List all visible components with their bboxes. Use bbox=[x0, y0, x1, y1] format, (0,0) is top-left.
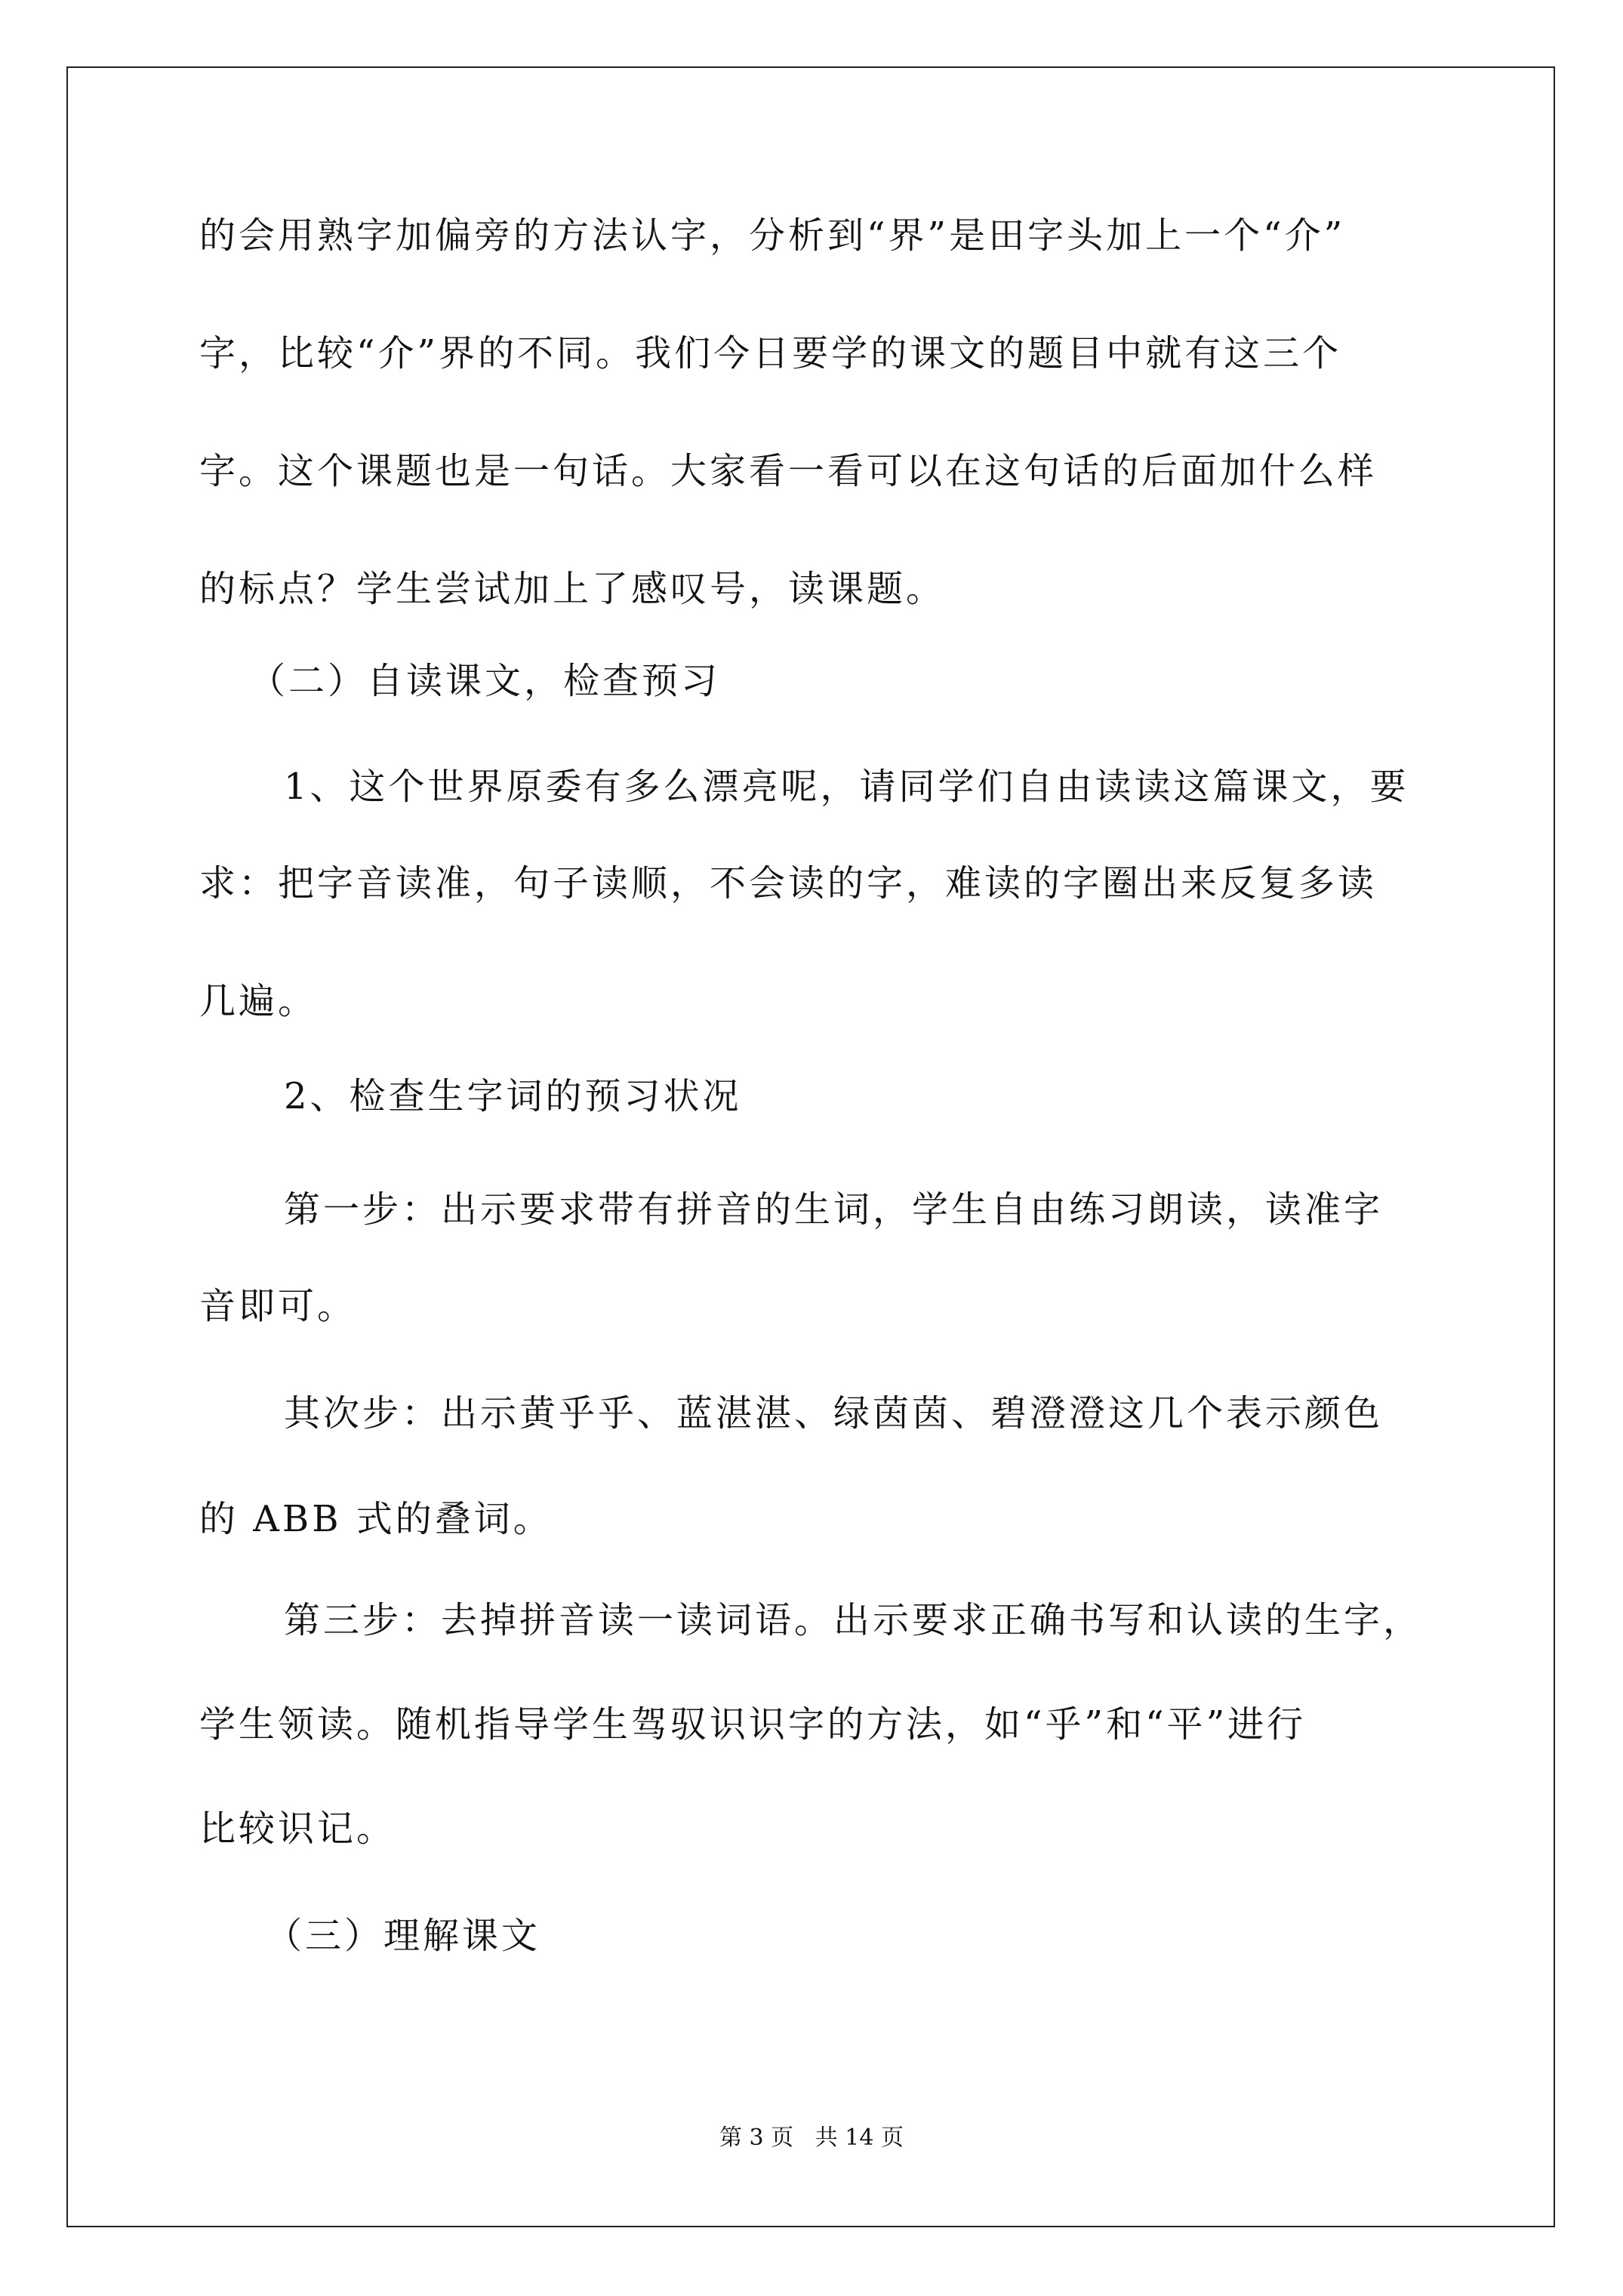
text-line-13: 的 ABB 式的叠词。 bbox=[199, 1498, 553, 1540]
page-number-footer: 第 3 页 共 14 页 bbox=[719, 2125, 904, 2151]
section-heading-2: （二）自读课文，检查预习 bbox=[249, 660, 721, 702]
text-line-11: 音即可。 bbox=[199, 1285, 357, 1327]
page-border bbox=[66, 66, 1555, 2227]
text-line-4: 的标点？学生尝试加上了感叹号，读课题。 bbox=[199, 568, 946, 610]
text-line-6: 1、这个世界原委有多么漂亮呢，请同学们自由读读这篇课文，要 bbox=[284, 766, 1409, 808]
section-heading-3: （三）理解课文 bbox=[266, 1915, 541, 1957]
text-line-3: 字。这个课题也是一句话。大家看一看可以在这句话的后面加什么样 bbox=[199, 450, 1378, 492]
text-line-9: 2、检查生字词的预习状况 bbox=[284, 1075, 742, 1117]
text-line-2: 字，比较“介”界的不同。我们今日要学的课文的题目中就有这三个 bbox=[199, 332, 1342, 374]
text-line-14: 第三步：去掉拼音读一读词语。出示要求正确书写和认读的生字， bbox=[284, 1599, 1423, 1641]
text-line-7: 求：把字音读准，句子读顺，不会读的字，难读的字圈出来反复多读 bbox=[199, 862, 1378, 905]
text-line-8: 几遍。 bbox=[199, 980, 318, 1022]
text-line-10: 第一步：出示要求带有拼音的生词，学生自由练习朗读，读准字 bbox=[284, 1188, 1384, 1231]
text-line-1: 的会用熟字加偏旁的方法认字，分析到“界”是田字头加上一个“介” bbox=[199, 214, 1346, 257]
text-line-16: 比较识记。 bbox=[199, 1808, 396, 1850]
text-line-15: 学生领读。随机指导学生驾驭识识字的方法，如“乎”和“平”进行 bbox=[199, 1703, 1307, 1746]
text-line-12: 其次步：出示黄乎乎、蓝湛湛、绿茵茵、碧澄澄这几个表示颜色 bbox=[284, 1392, 1384, 1435]
